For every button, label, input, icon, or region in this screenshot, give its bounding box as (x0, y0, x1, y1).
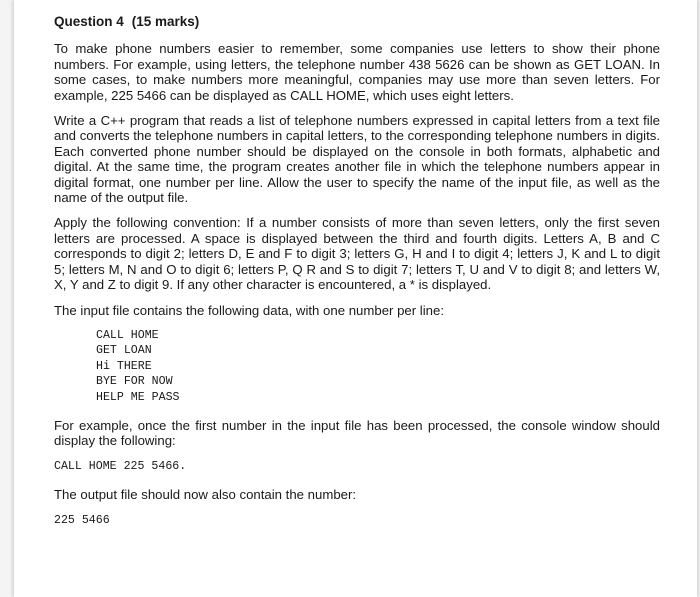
console-example: CALL HOME 225 5466. (54, 459, 187, 473)
input-data-line: Hi THERE (96, 359, 152, 373)
input-file-intro: The input file contains the following data, with one number per line: (54, 302, 444, 318)
question-title: Question 4 (54, 14, 124, 29)
question-heading (54, 14, 660, 29)
output-intro: The output file should now also contain the number: (54, 487, 357, 503)
document-page (14, 0, 697, 597)
input-data-block (96, 328, 660, 405)
input-data-line: GET LOAN (96, 344, 152, 358)
question-marks: (15 marks) (131, 14, 200, 29)
input-data-line: CALL HOME (96, 328, 159, 342)
output-example: 225 5466 (54, 513, 110, 527)
input-data-line: BYE FOR NOW (96, 375, 173, 389)
intro-paragraph: To make phone numbers easier to remember, some companies use letters to show their phone numbers. For example, using letters, the telephone number 438 5626 can be shown as GET LOAN. In some cases, to make numbers more meaningful, companies may use more than seven letters. For example, 225 5466 can be displayed as CALL HOME, which uses eight letters. (54, 41, 660, 103)
convention-paragraph: Apply the following convention: If a number consists of more than seven letters, only the first seven letters are processed. A space is displayed between the third and fourth digits. Letters A, B and C corresponds to digit 2; letters D, E and F to digit 3; letters G, H and I to digit 4; letters J, K and L to digit 5; letters M, N and O to digit 6; letters P, Q R and S to digit 7; letters T, U and V to digit 8; and letters W, X, Y and Z to digit 9. If any other character is encountered, a * is displayed. (54, 215, 660, 293)
task-paragraph: Write a C++ program that reads a list of telephone numbers expressed in capital letters from a text file and converts the telephone numbers in capital letters, to the corresponding telephone numbers in digits. Each converted phone number should be displayed on the console in both formats, alphabetic and digital. At the same time, the program creates another file in which the telephone numbers appear in digital format, one number per line. Allow the user to specify the name of the input file, as well as the name of the output file. (54, 113, 660, 206)
document-content (54, 14, 660, 541)
console-intro: For example, once the first number in the input file has been processed, the console window should display the following: (54, 417, 660, 449)
input-data-line: HELP ME PASS (96, 390, 180, 404)
